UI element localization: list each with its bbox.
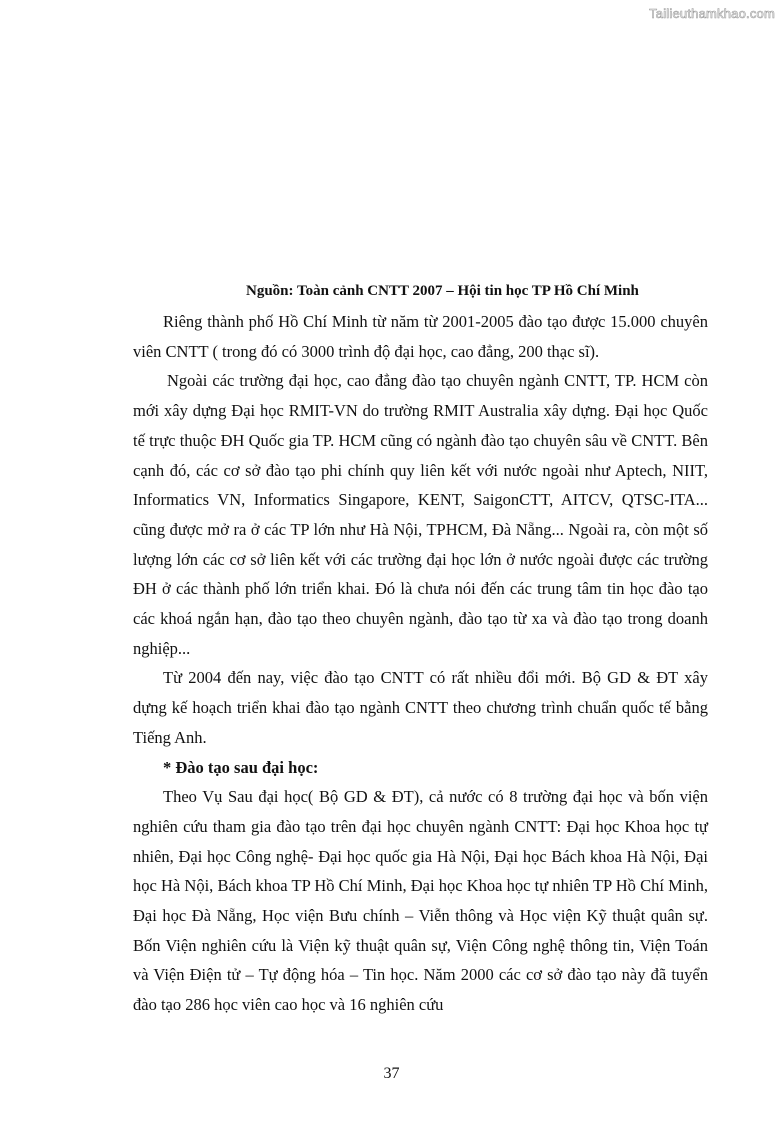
paragraph-universities: Ngoài các trường đại học, cao đẳng đào tạo chuyên ngành CNTT, TP. HCM còn mới xây dựng Đại học RMIT-VN do trường RMIT Australia xây dựng. Đại học Quốc tế trực thuộc ĐH Quốc gia TP. HCM cũng có ngành đào tạo chuyên sâu về CNTT. Bên cạnh đó, các cơ sở đào tạo phi chính quy liên kết với nước ngoài như Aptech, NIIT, Informatics VN, Informatics Singapore, KENT, SaigonCTT, AITCV, QTSC-ITA... cũng được mở ra ở các TP lớn như Hà Nội, TPHCM, Đà Nẵng... Ngoài ra, còn một số lượng lớn các cơ sở liên kết với các trường đại học lớn ở nước ngoài được các trường ĐH ở các thành phố lớn triển khai. Đó là chưa nói đến các trung tâm tin học đào tạo các khoá ngắn hạn, đào tạo theo chuyên ngành, đào tạo từ xa và đào tạo trong doanh nghiệp... <box>133 371 708 658</box>
paragraph-postgraduate: Theo Vụ Sau đại học( Bộ GD & ĐT), cả nước có 8 trường đại học và bốn viện nghiên cứu tham gia đào tạo trên đại học chuyên ngành CNTT: Đại học Khoa học tự nhiên, Đại học Công nghệ- Đại học quốc gia Hà Nội, Đại học Bách khoa Hà Nội, Đại học Hà Nội, Bách khoa TP Hồ Chí Minh, Đại học Khoa học tự nhiên TP Hồ Chí Minh, Đại học Đà Nẵng, Học viện Bưu chính – Viễn thông và Học viện Kỹ thuật quân sự. Bốn Viện nghiên cứu là Viện kỹ thuật quân sự, Viện Công nghệ thông tin, Viện Toán và Viện Điện tử – Tự động hóa – Tin học. Năm 2000 các cơ sở đào tạo này đã tuyển đào tạo 286 học viên cao học và 16 nghiên cứu <box>133 787 708 1015</box>
document-body <box>133 307 708 1020</box>
watermark-text: Tailieuthamkhao.com <box>649 6 775 21</box>
paragraph-hcm-training: Riêng thành phố Hồ Chí Minh từ năm từ 2001-2005 đào tạo được 15.000 chuyên viên CNTT ( trong đó có 3000 trình độ đại học, cao đẳng, 200 thạc sĩ). <box>133 312 708 361</box>
source-caption: Nguồn: Toàn cảnh CNTT 2007 – Hội tin học TP Hồ Chí Minh <box>246 283 639 299</box>
paragraph-since-2004: Từ 2004 đến nay, việc đào tạo CNTT có rất nhiều đổi mới. Bộ GD & ĐT xây dựng kế hoạch triển khai đào tạo ngành CNTT theo chương trình chuẩn quốc tế bằng Tiếng Anh. <box>133 668 708 747</box>
section-heading-postgraduate: * Đào tạo sau đại học: <box>163 757 319 777</box>
page-number: 37 <box>383 1065 400 1082</box>
